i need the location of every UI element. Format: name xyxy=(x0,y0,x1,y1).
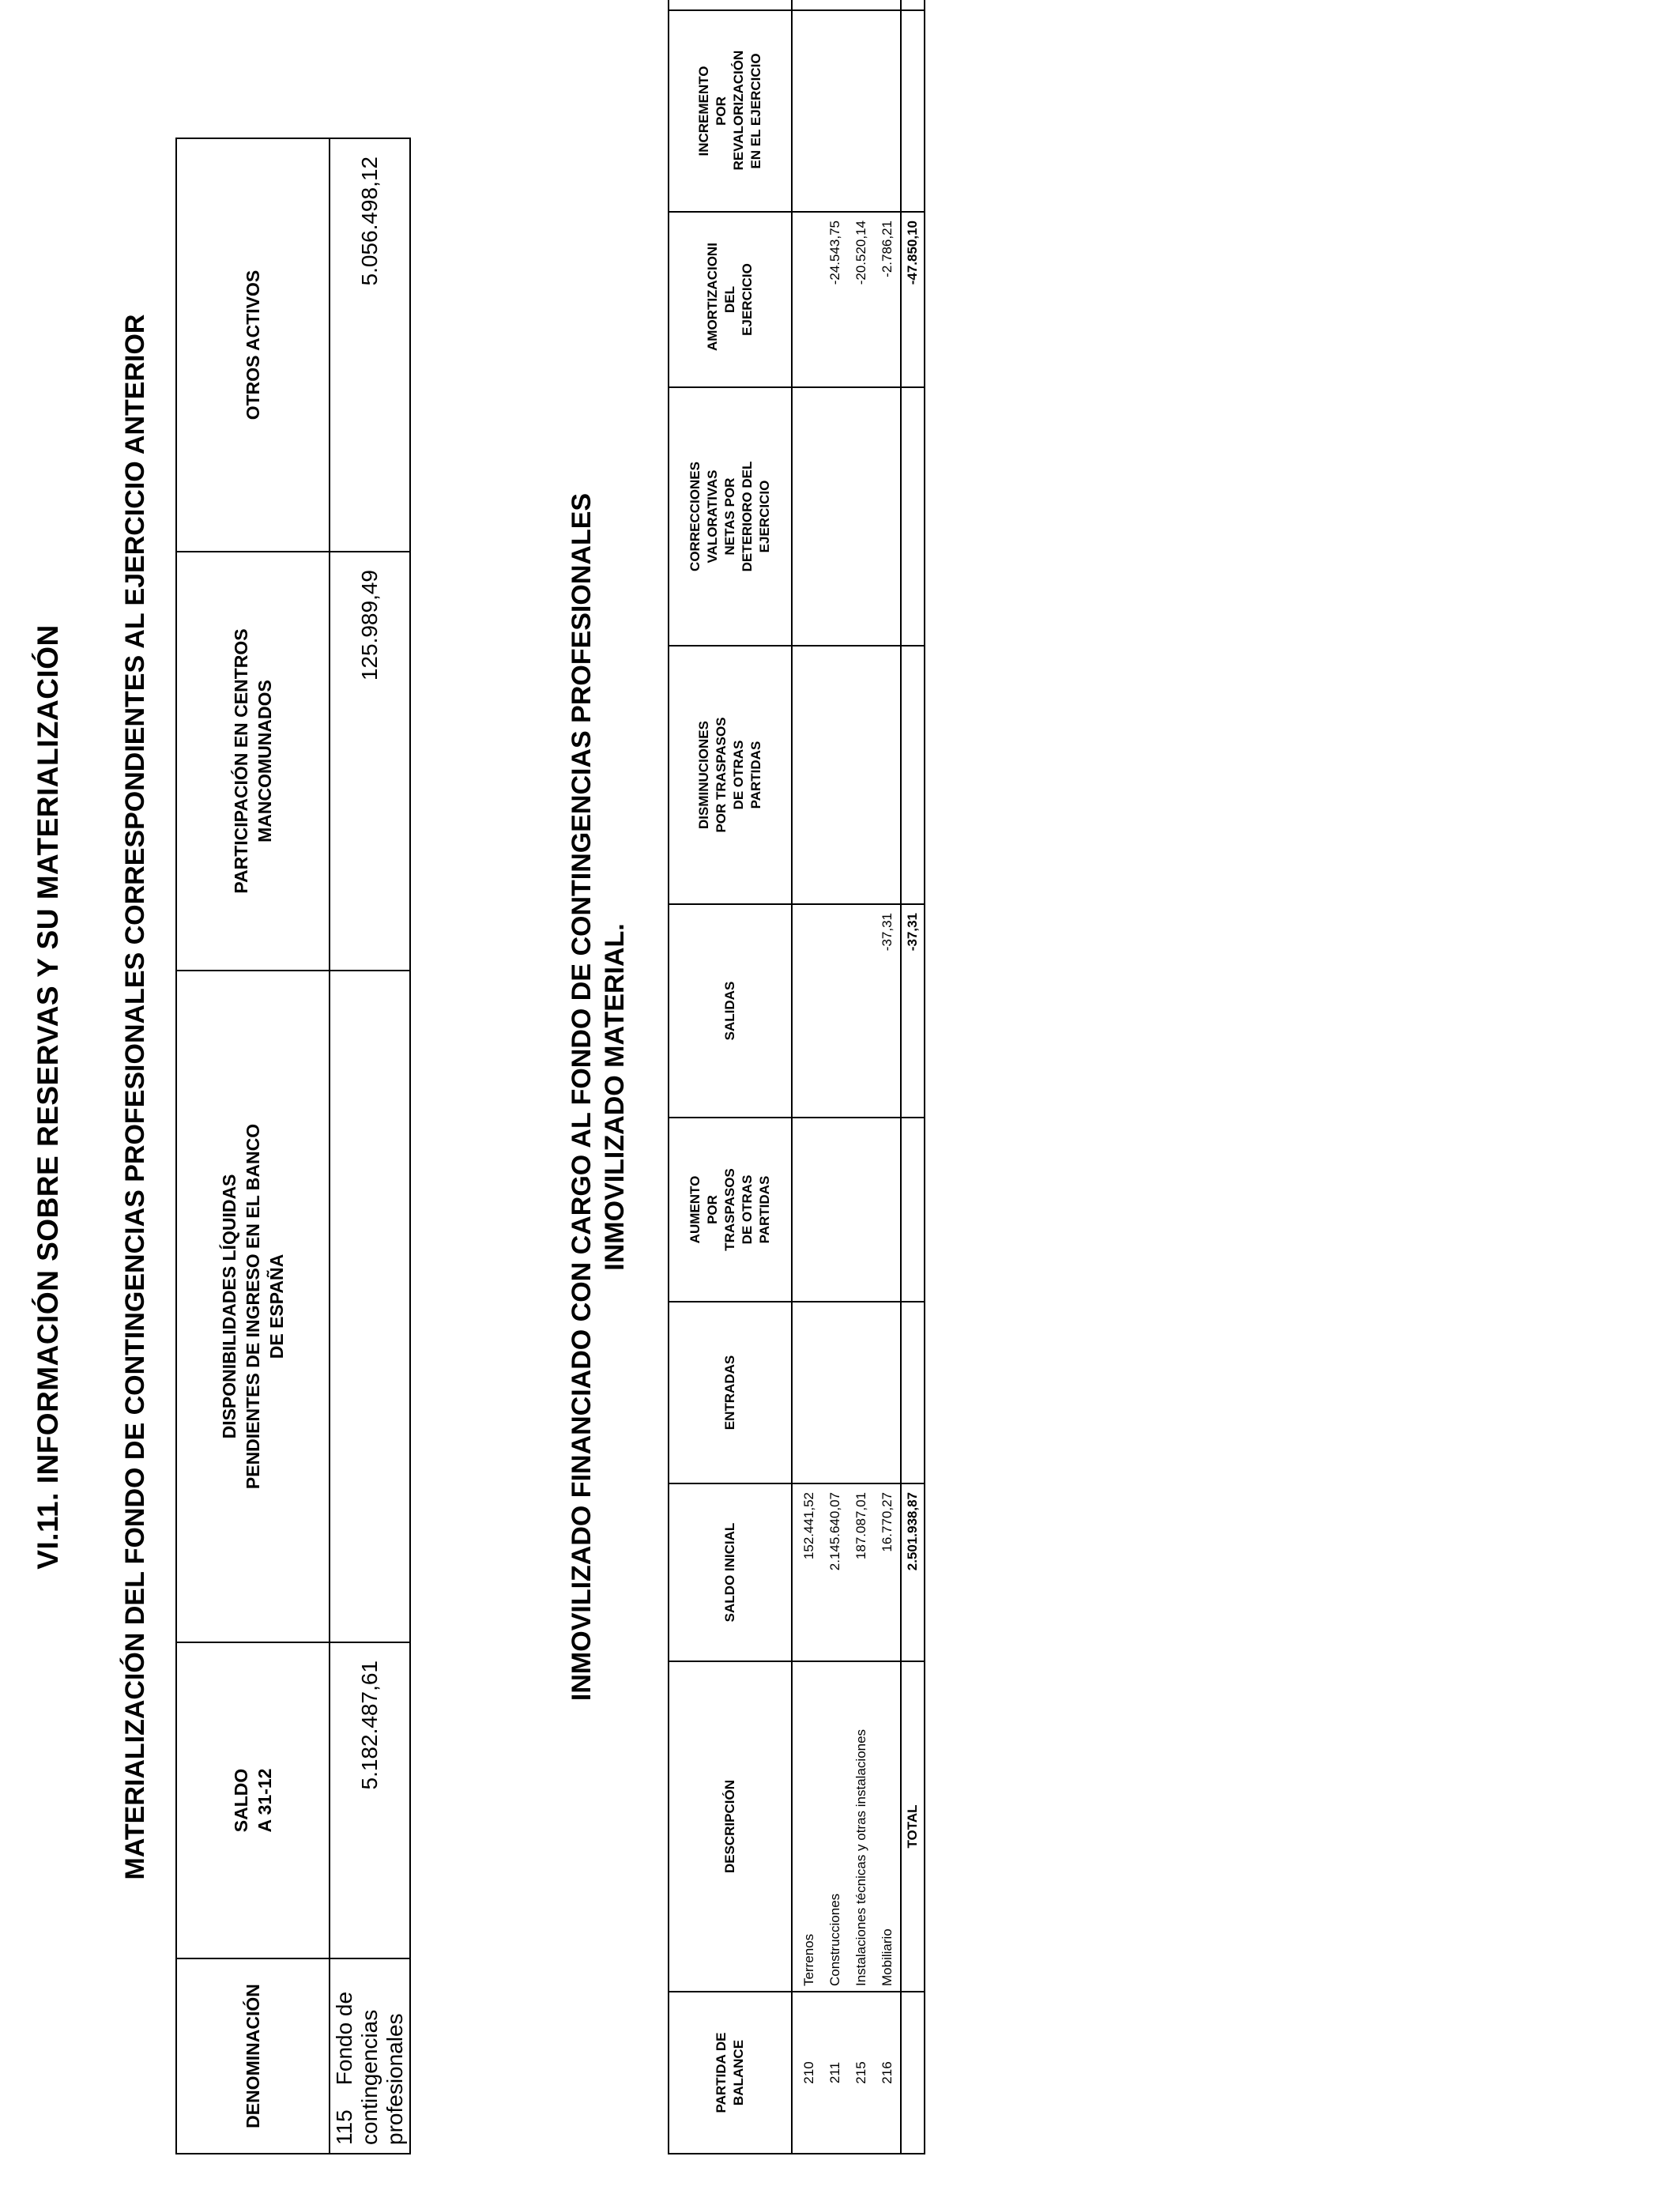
cell-saldo-final xyxy=(874,0,901,10)
header-denominacion: DENOMINACIÓN xyxy=(176,1958,330,2154)
fondo-otros-activos: 5.056.498,12 xyxy=(330,138,410,552)
cell-salidas: -37,31 xyxy=(874,904,901,1118)
table-header-row xyxy=(176,138,330,2154)
cell-amortizacion: -2.786,21 xyxy=(874,212,901,387)
cell-salidas xyxy=(792,904,822,1118)
cell-saldo-inicial: 152.441,52 xyxy=(792,1483,822,1661)
table-row xyxy=(874,0,901,2154)
cell-descripcion: Instalaciones técnicas y otras instalaciones xyxy=(848,1661,874,1992)
cell-disminuciones xyxy=(822,646,848,904)
header-descripcion: DESCRIPCIÓN xyxy=(669,1661,792,1992)
cell-correcciones xyxy=(874,387,901,646)
cell-entradas xyxy=(848,1302,874,1483)
header-participacion xyxy=(176,552,330,971)
cell-correcciones xyxy=(848,387,874,646)
cell-disminuciones xyxy=(792,646,822,904)
header-participacion-text: PARTICIPACIÓN EN CENTROS MANCOMUNADOS xyxy=(231,628,275,894)
cell-partida: 215 xyxy=(848,1992,874,2154)
header-aumento xyxy=(669,1118,792,1302)
total-row xyxy=(901,0,925,2154)
cell-disminuciones xyxy=(848,646,874,904)
cell-saldo-final xyxy=(848,0,874,10)
header-disponibilidades-text: DISPONIBILIDADES LÍQUIDAS PENDIENTES DE INGRESO EN EL BANCO DE ESPAÑA xyxy=(219,1123,287,1490)
header-disponibilidades xyxy=(176,971,330,1642)
section2-title xyxy=(565,0,631,2194)
cell-correcciones xyxy=(822,387,848,646)
cell-partida: 211 xyxy=(822,1992,848,2154)
table-row xyxy=(822,0,848,2154)
header-entradas: ENTRADAS xyxy=(669,1302,792,1483)
cell-incremento xyxy=(874,10,901,212)
cell-saldo-final xyxy=(822,0,848,10)
table-header-row xyxy=(669,0,792,2154)
header-amortizacion-text: AMORTIZACIONI DEL EJERCICIO xyxy=(705,243,755,351)
cell-incremento xyxy=(848,10,874,212)
header-disminuciones xyxy=(669,646,792,904)
fondo-row-label xyxy=(330,1958,410,2154)
cell-amortizacion xyxy=(792,212,822,387)
cell-aumento xyxy=(792,1118,822,1302)
cell-salidas xyxy=(822,904,848,1118)
fondo-saldo: 5.182.487,61 xyxy=(330,1642,410,1958)
page-heading: VI.11. INFORMACIÓN SOBRE RESERVAS Y SU MATERIALIZACIÓN xyxy=(32,624,64,1570)
header-saldo-final xyxy=(669,0,792,10)
cell-saldo-final xyxy=(792,0,822,10)
cell-disminuciones xyxy=(874,646,901,904)
total-salidas: -37,31 xyxy=(901,904,925,1118)
header-otros-activos: OTROS ACTIVOS xyxy=(176,138,330,552)
section1-title: MATERIALIZACIÓN DEL FONDO DE CONTINGENCIAS PROFESIONALES CORRESPONDIENTES AL EJERCICIO ANTERIOR xyxy=(120,314,150,1880)
fondo-materializacion-table xyxy=(175,138,411,2154)
cell-correcciones xyxy=(792,387,822,646)
cell-aumento xyxy=(848,1118,874,1302)
total-saldo-inicial: 2.501.938,87 xyxy=(901,1483,925,1661)
section2-title-line2: INMOVILIZADO MATERIAL. xyxy=(600,923,630,1271)
cell-saldo-inicial: 16.770,27 xyxy=(874,1483,901,1661)
total-saldo-final xyxy=(901,0,925,10)
total-aumento xyxy=(901,1118,925,1302)
cell-amortizacion: -24.543,75 xyxy=(822,212,848,387)
cell-incremento xyxy=(792,10,822,212)
header-correcciones xyxy=(669,387,792,646)
header-incremento-text: INCREMENTO POR REVALORIZACIÓN EN EL EJERCICIO xyxy=(696,50,763,171)
total-correcciones xyxy=(901,387,925,646)
cell-entradas xyxy=(822,1302,848,1483)
fondo-participacion: 125.989,49 xyxy=(330,552,410,971)
cell-incremento xyxy=(822,10,848,212)
cell-saldo-inicial: 187.087,01 xyxy=(848,1483,874,1661)
cell-descripcion: Terrenos xyxy=(792,1661,822,1992)
header-correcciones-text: CORRECCIONES VALORATIVAS NETAS POR DETERIORO DEL EJERCICIO xyxy=(687,461,772,572)
header-incremento xyxy=(669,10,792,212)
section2-title-line1: INMOVILIZADO FINANCIADO CON CARGO AL FONDO DE CONTINGENCIAS PROFESIONALES xyxy=(567,492,597,1702)
fondo-denominacion: Fondo de contingencias profesionales xyxy=(332,1991,407,2145)
cell-salidas xyxy=(848,904,874,1118)
table-row xyxy=(848,0,874,2154)
table-row xyxy=(330,138,410,2154)
cell-descripcion: Construcciones xyxy=(822,1661,848,1992)
inmovilizado-table xyxy=(668,0,925,2154)
header-saldo: SALDO A 31-12 xyxy=(176,1642,330,1958)
cell-aumento xyxy=(874,1118,901,1302)
header-partida-text: PARTIDA DE BALANCE xyxy=(714,2032,746,2113)
header-aumento-text: AUMENTO POR TRASPASOS DE OTRAS PARTIDAS xyxy=(687,1168,772,1251)
table-row xyxy=(792,0,822,2154)
total-amortizacion: -47.850,10 xyxy=(901,212,925,387)
cell-partida xyxy=(901,1992,925,2154)
header-partida xyxy=(669,1992,792,2154)
fondo-disponibilidades xyxy=(330,971,410,1642)
cell-saldo-inicial: 2.145.640,07 xyxy=(822,1483,848,1661)
header-saldo-inicial: SALDO INICIAL xyxy=(669,1483,792,1661)
header-amortizacion xyxy=(669,212,792,387)
total-incremento xyxy=(901,10,925,212)
cell-descripcion: Mobiliario xyxy=(874,1661,901,1992)
total-disminuciones xyxy=(901,646,925,904)
cell-aumento xyxy=(822,1118,848,1302)
header-salidas: SALIDAS xyxy=(669,904,792,1118)
cell-entradas xyxy=(874,1302,901,1483)
fondo-code: 115 xyxy=(332,2109,356,2145)
cell-partida: 210 xyxy=(792,1992,822,2154)
total-entradas xyxy=(901,1302,925,1483)
cell-amortizacion: -20.520,14 xyxy=(848,212,874,387)
cell-entradas xyxy=(792,1302,822,1483)
total-label: TOTAL xyxy=(901,1661,925,1992)
header-disminuciones-text: DISMINUCIONES POR TRASPASOS DE OTRAS PARTIDAS xyxy=(696,717,763,833)
cell-partida: 216 xyxy=(874,1992,901,2154)
